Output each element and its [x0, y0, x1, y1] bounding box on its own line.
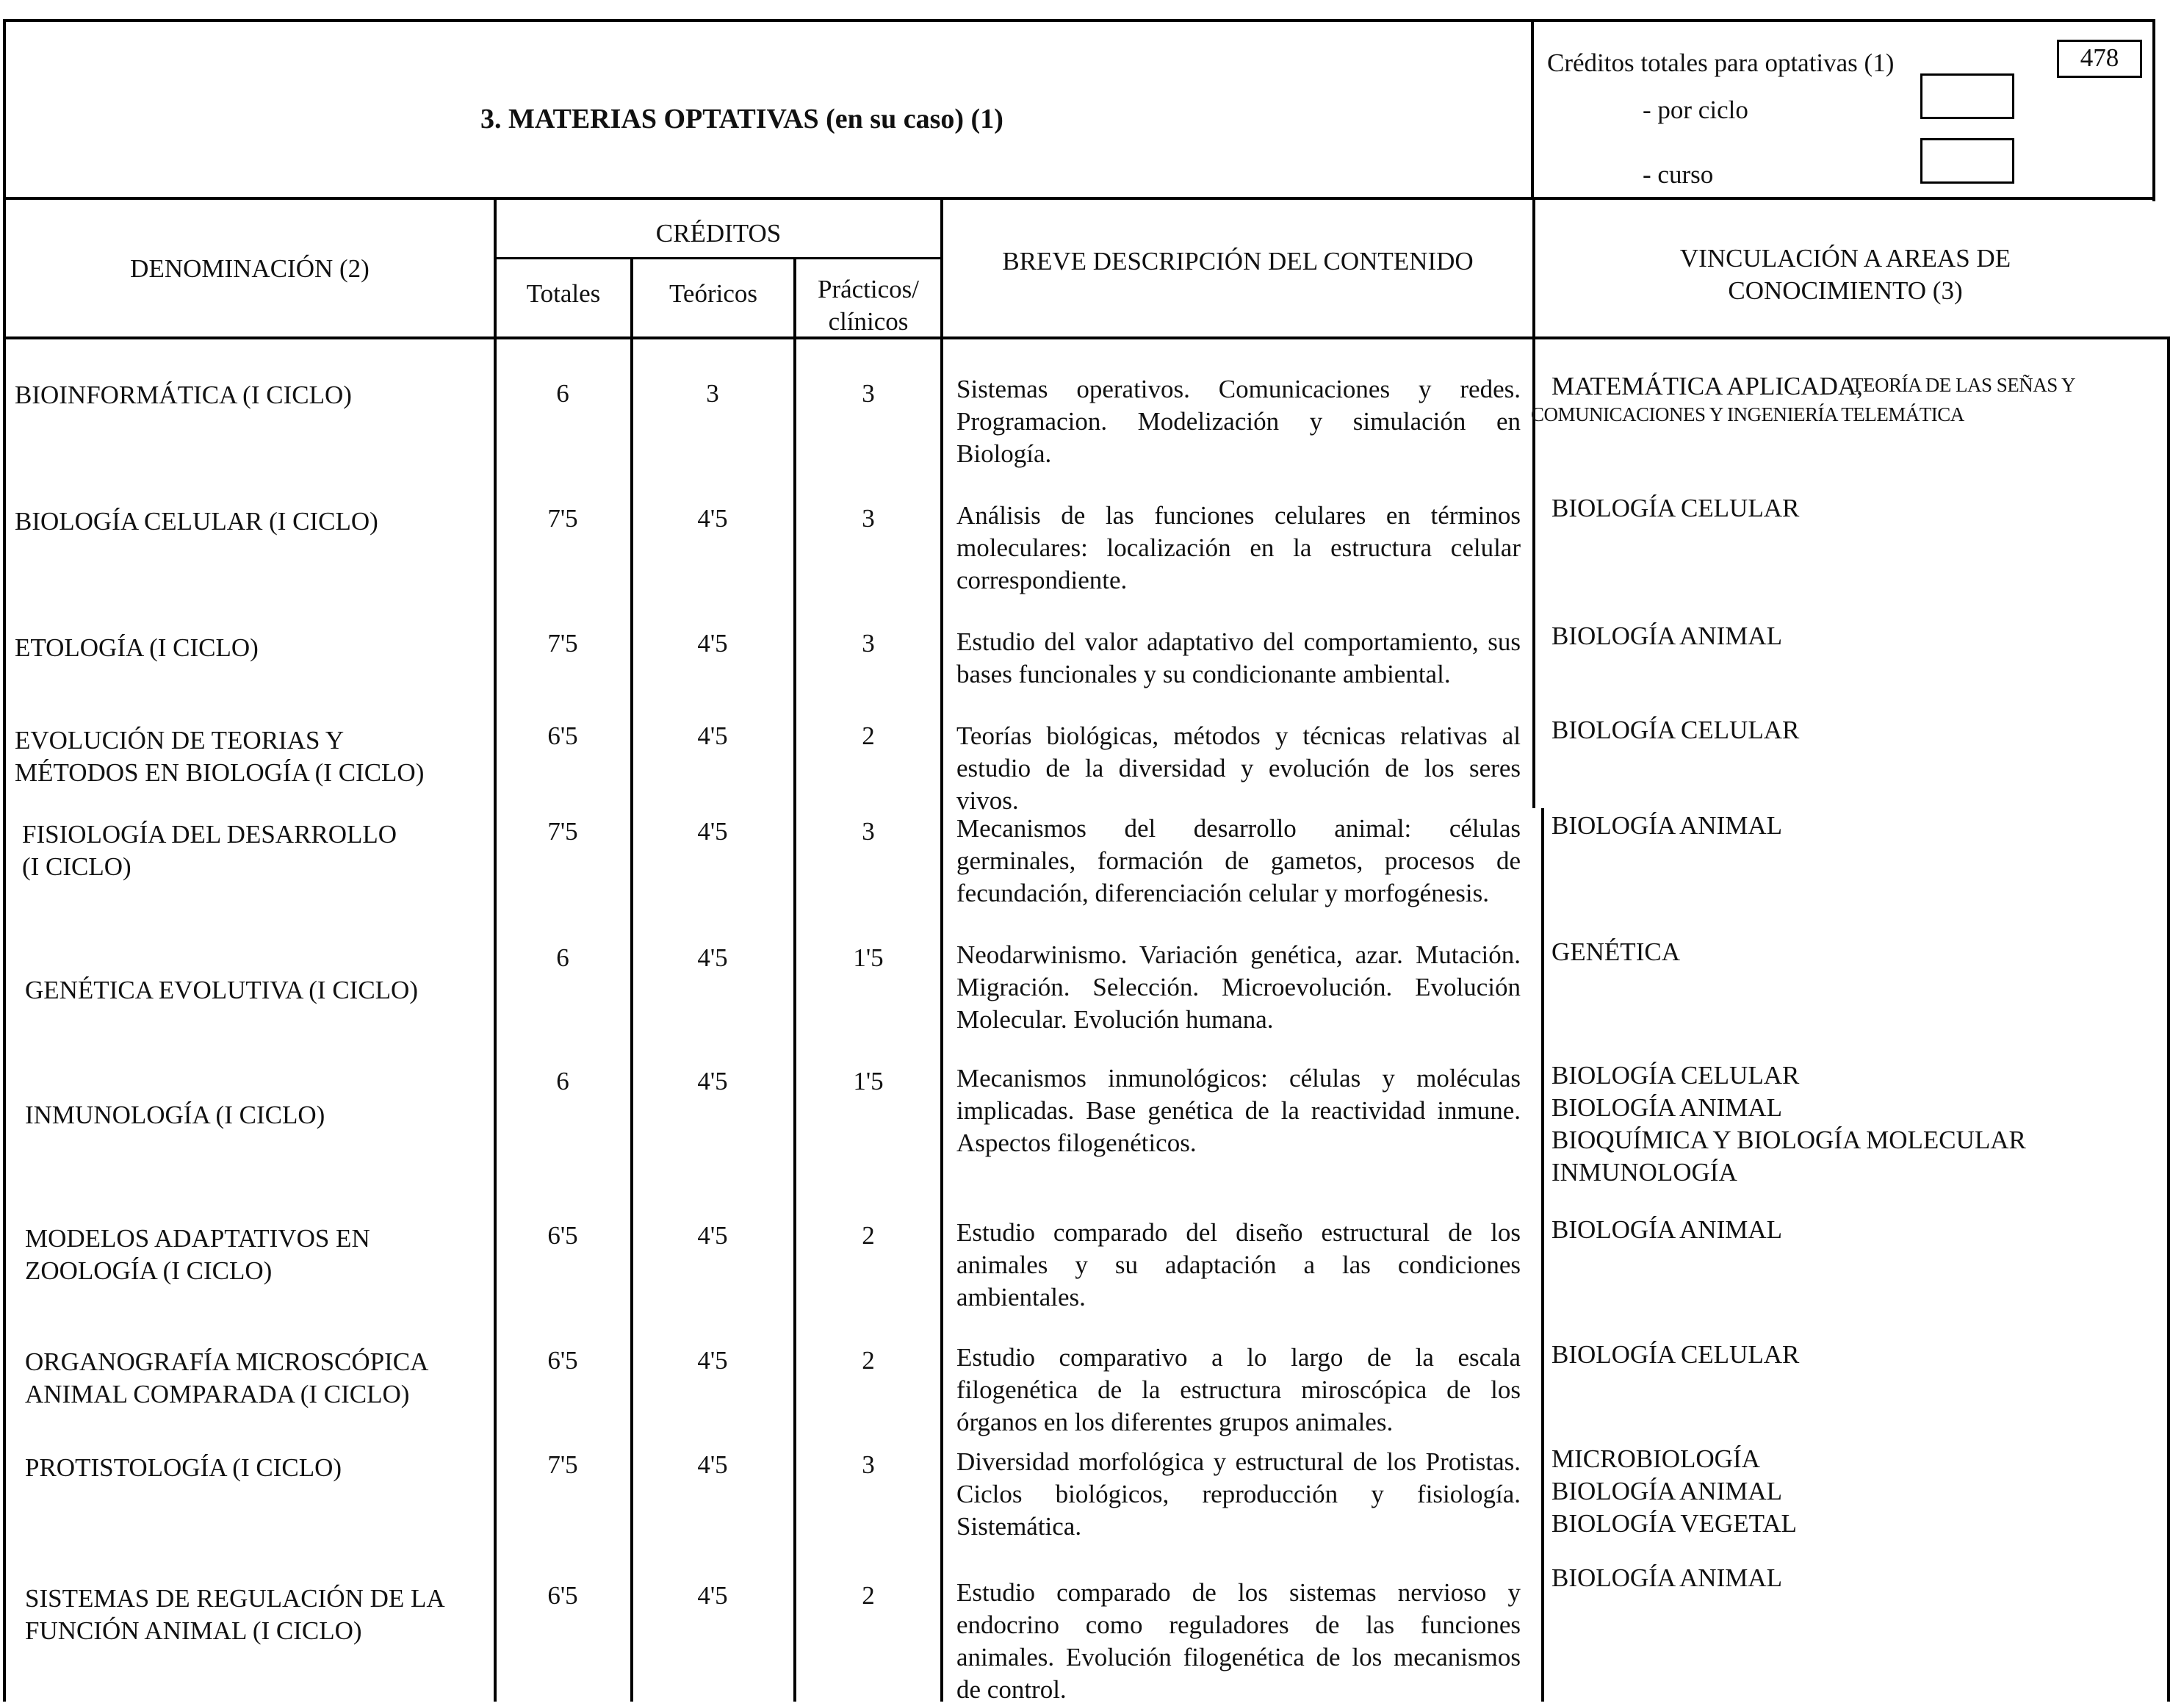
vinculacion-line: INMUNOLOGÍA: [1551, 1158, 1737, 1187]
creditos-totales-label: Créditos totales para optativas (1): [1547, 48, 1895, 77]
row-practicos: 3: [862, 379, 875, 408]
row-totales: 7'5: [547, 817, 578, 846]
row-denominacion: [15, 724, 424, 789]
row-vinculacion: [1551, 492, 1799, 525]
row-totales: 6: [556, 943, 569, 972]
row-totales: 7'5: [547, 504, 578, 533]
row-descripcion: [956, 1062, 1521, 1159]
row-descripcion: [956, 1342, 1521, 1439]
row-descripcion: [956, 1446, 1521, 1543]
vinculacion-small-line: COMUNICACIONES Y INGENIERÍA TELEMÁTICA: [1531, 403, 1964, 425]
descripcion-line: Estudio comparativo a lo largo de la escala: [956, 1343, 1521, 1372]
curso-label: - curso: [1643, 160, 1714, 189]
row-descripcion: [956, 500, 1521, 597]
row-denominacion: [22, 818, 397, 883]
descripcion-line: implicadas. Base genética de la reactividad inmune.: [956, 1096, 1521, 1125]
col-header-descripcion: BREVE DESCRIPCIÓN DEL CONTENIDO: [1002, 247, 1474, 276]
vinculacion-line: BIOLOGÍA ANIMAL: [1551, 1215, 1783, 1244]
row-denominacion: [25, 1223, 370, 1287]
curso-box[interactable]: [1920, 138, 2014, 184]
row-practicos: 1'5: [853, 1067, 884, 1095]
row-practicos: 3: [862, 817, 875, 846]
descripcion-line: Sistemática.: [956, 1512, 1082, 1541]
row-practicos: 3: [862, 504, 875, 533]
row-denominacion: [15, 632, 259, 664]
por-ciclo-box[interactable]: [1920, 73, 2014, 119]
descripcion-line: Estudio del valor adaptativo del comportamiento, sus: [956, 627, 1521, 656]
descripcion-line: germinales, formación de gametos, procesos de: [956, 846, 1521, 875]
row-denominacion: [25, 1452, 342, 1484]
row-totales: 6: [556, 379, 569, 408]
row-practicos: 1'5: [853, 943, 884, 972]
por-ciclo-label: - por ciclo: [1643, 96, 1748, 124]
denominacion-line: GENÉTICA EVOLUTIVA (I CICLO): [25, 976, 418, 1004]
row-teoricos: 4'5: [697, 817, 728, 846]
denominacion-line: FISIOLOGÍA DEL DESARROLLO: [22, 820, 397, 849]
vinculacion-line: MATEMÁTICA APLICADA,: [1551, 372, 1863, 400]
creditos-subheader-line: [495, 257, 942, 259]
col-header-vinculacion-2: CONOCIMIENTO (3): [1728, 276, 1963, 305]
row-teoricos: 4'5: [697, 721, 728, 750]
section-title: 3. MATERIAS OPTATIVAS (en su caso) (1): [480, 104, 1003, 134]
row-descripcion: [956, 939, 1521, 1036]
row-totales: 6'5: [547, 1221, 578, 1250]
creditos-totales-box: [2057, 40, 2142, 78]
row-vinculacion: [1551, 936, 1680, 968]
vinculacion-small-line: TEORÍA DE LAS SEÑAS Y: [1851, 374, 2076, 396]
row-descripcion: [956, 626, 1521, 691]
descripcion-line: Neodarwinismo. Variación genética, azar. Mutación.: [956, 940, 1521, 969]
row-totales: 7'5: [547, 1450, 578, 1479]
row-vinculacion: [1551, 620, 1782, 652]
row-denominacion: [25, 974, 418, 1007]
descripcion-line: Sistemas operativos. Comunicaciones y redes.: [956, 375, 1521, 403]
row-denominacion: [15, 379, 352, 411]
descripcion-line: bases funcionales y su condicionante ambiental.: [956, 660, 1451, 688]
vinculacion-line: BIOLOGÍA ANIMAL: [1551, 1093, 1783, 1122]
descripcion-line: ambientales.: [956, 1283, 1086, 1311]
header-vertical-divider: [1531, 19, 1534, 198]
row-descripcion: [956, 373, 1521, 470]
denominacion-line: PROTISTOLOGÍA (I CICLO): [25, 1453, 342, 1482]
descripcion-line: Aspectos filogenéticos.: [956, 1129, 1197, 1157]
descripcion-line: Estudio comparado del diseño estructural de los: [956, 1218, 1521, 1247]
vinculacion-line: BIOLOGÍA ANIMAL: [1551, 1563, 1783, 1592]
vinculacion-line: BIOQUÍMICA Y BIOLOGÍA MOLECULAR: [1551, 1126, 2026, 1154]
vinculacion-line: GENÉTICA: [1551, 937, 1680, 966]
vinculacion-line: BIOLOGÍA ANIMAL: [1551, 1477, 1783, 1505]
row-denominacion: [25, 1583, 445, 1647]
row-practicos: 2: [862, 1346, 875, 1375]
table-right-border-top: [2152, 19, 2155, 201]
header-divider: [3, 197, 2155, 200]
descripcion-line: animales. Evolución filogenética de los mecanismos: [956, 1643, 1521, 1671]
row-teoricos: 3: [706, 379, 719, 408]
vinculacion-line: BIOLOGÍA CELULAR: [1551, 1061, 1800, 1090]
row-vinculacion: [1551, 1562, 1782, 1594]
creditos-totales-value: 478: [2080, 43, 2119, 72]
row-vinculacion: [1551, 714, 1799, 746]
table-right-border-body: [2167, 338, 2170, 1702]
row-teoricos: 4'5: [697, 1346, 728, 1375]
descripcion-line: Estudio comparado de los sistemas nervioso y: [956, 1578, 1521, 1607]
descripcion-line: Programacion. Modelización y simulación en: [956, 407, 1521, 436]
row-practicos: 3: [862, 629, 875, 658]
denominacion-line: SISTEMAS DE REGULACIÓN DE LA: [25, 1584, 445, 1613]
row-teoricos: 4'5: [697, 504, 728, 533]
vinculacion-line: BIOLOGÍA ANIMAL: [1551, 622, 1783, 650]
denominacion-line: FUNCIÓN ANIMAL (I CICLO): [25, 1616, 362, 1645]
descripcion-line: Migración. Selección. Microevolución. Evolución: [956, 973, 1521, 1001]
row-practicos: 3: [862, 1450, 875, 1479]
denominacion-line: ANIMAL COMPARADA (I CICLO): [25, 1380, 410, 1408]
col-line-3: [793, 259, 796, 1702]
row-practicos: 2: [862, 1581, 875, 1610]
row-vinculacion: [1551, 810, 1782, 842]
descripcion-line: órganos en los diferentes grupos animales.: [956, 1408, 1394, 1436]
vinculacion-line: BIOLOGÍA ANIMAL: [1551, 811, 1783, 840]
row-denominacion: [25, 1099, 325, 1131]
row-descripcion: [956, 1577, 1521, 1706]
column-header-divider: [3, 336, 2170, 339]
denominacion-line: INMUNOLOGÍA (I CICLO): [25, 1101, 325, 1129]
row-totales: 6'5: [547, 1581, 578, 1610]
row-teoricos: 4'5: [697, 943, 728, 972]
row-vinculacion: [1551, 1214, 1782, 1246]
descripcion-line: Molecular. Evolución humana.: [956, 1005, 1274, 1034]
descripcion-line: Biología.: [956, 439, 1052, 468]
vinculacion-line: BIOLOGÍA CELULAR: [1551, 1340, 1800, 1369]
row-descripcion: [956, 1217, 1521, 1314]
row-descripcion: [956, 720, 1521, 817]
col-line-5b: [1541, 808, 1544, 1702]
denominacion-line: MODELOS ADAPTATIVOS EN: [25, 1224, 370, 1253]
descripcion-line: filogenética de la estructura miroscópica de los: [956, 1375, 1521, 1404]
row-teoricos: 4'5: [697, 1221, 728, 1250]
descripcion-line: Teorías biológicas, métodos y técnicas relativas al: [956, 721, 1521, 750]
descripcion-line: moleculares: localización en la estructura celular: [956, 533, 1521, 562]
row-practicos: 2: [862, 1221, 875, 1250]
table-top-border: [3, 19, 2155, 22]
col-line-4: [940, 198, 943, 1702]
row-totales: 6'5: [547, 721, 578, 750]
descripcion-line: Diversidad morfológica y estructural de los Protistas.: [956, 1447, 1521, 1476]
denominacion-line: BIOLOGÍA CELULAR (I CICLO): [15, 507, 378, 536]
row-teoricos: 4'5: [697, 629, 728, 658]
descripcion-line: endocrino como reguladores de las funciones: [956, 1610, 1521, 1639]
row-teoricos: 4'5: [697, 1067, 728, 1095]
descripcion-line: de control.: [956, 1675, 1067, 1704]
descripcion-line: Mecanismos del desarrollo animal: células: [956, 814, 1521, 843]
denominacion-line: BIOINFORMÁTICA (I CICLO): [15, 381, 352, 409]
denominacion-line: ZOOLOGÍA (I CICLO): [25, 1256, 273, 1285]
denominacion-line: MÉTODOS EN BIOLOGÍA (I CICLO): [15, 758, 425, 787]
descripcion-line: correspondiente.: [956, 566, 1128, 594]
row-vinculacion: [1551, 1443, 1797, 1540]
row-vinculacion: [1551, 1339, 1799, 1371]
col-header-practicos-1: Prácticos/: [817, 275, 920, 303]
col-header-vinculacion-1: VINCULACIÓN A AREAS DE: [1679, 244, 2011, 273]
descripcion-line: animales y su adaptación a las condiciones: [956, 1250, 1521, 1279]
row-totales: 6'5: [547, 1346, 578, 1375]
descripcion-line: vivos.: [956, 786, 1019, 815]
vinculacion-line: MICROBIOLOGÍA: [1551, 1444, 1760, 1473]
row-teoricos: 4'5: [697, 1581, 728, 1610]
denominacion-line: ETOLOGÍA (I CICLO): [15, 633, 259, 662]
row-totales: 6: [556, 1067, 569, 1095]
vinculacion-line: BIOLOGÍA CELULAR: [1551, 494, 1800, 522]
denominacion-line: ORGANOGRAFÍA MICROSCÓPICA: [25, 1347, 429, 1376]
descripcion-line: Ciclos biológicos, reproducción y fisiología.: [956, 1480, 1521, 1508]
row-descripcion: [956, 813, 1521, 910]
row-vinculacion: [1551, 1059, 2026, 1189]
denominacion-line: (I CICLO): [22, 852, 131, 881]
col-line-2: [630, 259, 633, 1702]
col-line-1: [494, 198, 497, 1702]
row-denominacion: [15, 505, 378, 538]
descripcion-line: fecundación, diferenciación celular y morfogénesis.: [956, 879, 1489, 907]
col-header-totales: Totales: [526, 279, 601, 308]
row-denominacion: [25, 1346, 428, 1411]
row-practicos: 2: [862, 721, 875, 750]
col-header-practicos-2: clínicos: [828, 307, 909, 336]
descripcion-line: Mecanismos inmunológicos: células y moléculas: [956, 1064, 1521, 1093]
vinculacion-line: BIOLOGÍA CELULAR: [1551, 716, 1800, 744]
row-totales: 7'5: [547, 629, 578, 658]
descripcion-line: estudio de la diversidad y evolución de los seres: [956, 754, 1521, 782]
col-header-teoricos: Teóricos: [668, 279, 757, 308]
denominacion-line: EVOLUCIÓN DE TEORIAS Y: [15, 726, 345, 755]
descripcion-line: Análisis de las funciones celulares en términos: [956, 501, 1521, 530]
row-teoricos: 4'5: [697, 1450, 728, 1479]
vinculacion-line: BIOLOGÍA VEGETAL: [1551, 1509, 1797, 1538]
col-header-denominacion: DENOMINACIÓN (2): [130, 254, 370, 283]
col-header-creditos: CRÉDITOS: [655, 219, 782, 248]
